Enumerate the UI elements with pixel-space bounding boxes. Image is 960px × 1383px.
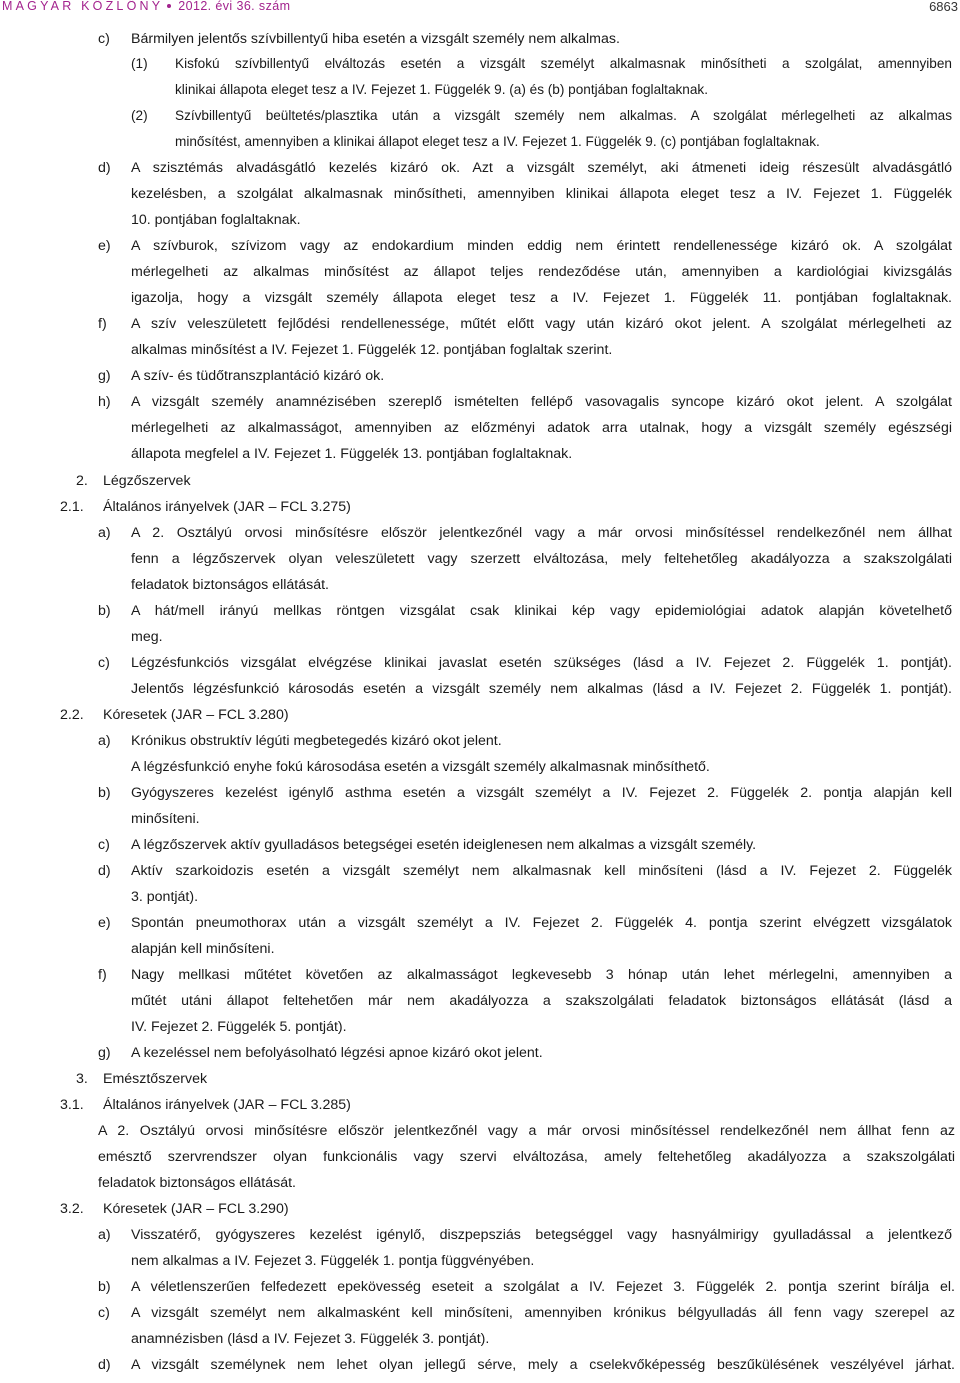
item-marker: 2.2. bbox=[60, 707, 84, 723]
page-header bbox=[0, 0, 960, 16]
text-line: Krónikus obstruktív légúti megbetegedés kizáró okot jelent. bbox=[131, 733, 502, 749]
text-line: minősíteni. bbox=[131, 811, 200, 827]
item-marker: 3.2. bbox=[60, 1201, 84, 1217]
journal-header bbox=[2, 0, 290, 13]
text-line: Általános irányelvek (JAR – FCL 3.285) bbox=[103, 1097, 351, 1113]
text-line: Emésztőszervek bbox=[103, 1071, 208, 1087]
text-line: A szisztémás alvadásgátló kezelés kizáró ok. Azt a vizsgált személyt, aki átmeneti ideig részesült alvadásgátló bbox=[131, 160, 952, 176]
text-line: klinikai állapota eleget tesz a IV. Fejezet 1. Függelék 9. (a) és (b) pontjában foglaltaknak. bbox=[175, 82, 708, 97]
text-line: Légzésfunkciós vizsgálat elvégzése klinikai javaslat esetén szükséges (lásd a IV. Fejezet 2. Függelék 1. pontját). bbox=[131, 655, 952, 671]
journal-name: MAGYAR KÖZLÖNY bbox=[2, 0, 164, 13]
page-number: 6863 bbox=[929, 0, 958, 14]
item-marker: c) bbox=[98, 655, 110, 671]
item-marker: b) bbox=[98, 1279, 111, 1295]
item-marker: c) bbox=[98, 837, 110, 853]
text-line: meg. bbox=[131, 629, 163, 645]
item-marker: 2.1. bbox=[60, 499, 84, 515]
text-line: Kisfokú szívbillentyű elváltozás esetén a vizsgált személyt alkalmasnak minősítheti a szolgálat, amennyiben bbox=[175, 56, 952, 71]
text-line: IV. Fejezet 2. Függelék 5. pontját). bbox=[131, 1019, 347, 1035]
item-marker: h) bbox=[98, 394, 111, 410]
text-line: A szív- és tüdőtranszplantáció kizáró ok. bbox=[131, 368, 385, 384]
item-marker: a) bbox=[98, 525, 111, 541]
text-line: műtét utáni állapot feltehetően már nem akadályozza a szakszolgálati feladatok biztonságos ellátását (lásd a bbox=[131, 993, 952, 1009]
text-line: Légzőszervek bbox=[103, 473, 191, 489]
item-marker: d) bbox=[98, 1357, 111, 1373]
text-line: Visszatérő, gyógyszeres kezelést igénylő, diszpepsziás betegséggel vagy hasnyálmirigy gyulladással a jelentkező bbox=[131, 1227, 952, 1243]
text-line: alkalmas minősítést a IV. Fejezet 1. Függelék 12. pontjában foglaltak szerint. bbox=[131, 342, 613, 358]
text-line: emésztő szervrendszer olyan funkcionális vagy szervi elváltozása, amely feltehetőleg akadályozza a szakszolgálati bbox=[98, 1149, 955, 1165]
text-line: anamnézisben (lásd a IV. Fejezet 3. Függelék 3. pontját). bbox=[131, 1331, 490, 1347]
item-marker: b) bbox=[98, 785, 111, 801]
item-marker: c) bbox=[98, 1305, 110, 1321]
text-line: A vizsgált személyt nem alkalmasként kell minősíteni, amennyiben krónikus bélgyulladás áll fenn vagy szerepel az bbox=[131, 1305, 955, 1321]
text-line: A légzőszervek aktív gyulladásos betegségei esetén ideiglenesen nem alkalmas a vizsgált személy. bbox=[131, 837, 757, 853]
text-line: A véletlenszerűen felfedezett epekövesség eseteit a szolgálat a IV. Fejezet 3. Függelék 2. pontja szerint bírálja el. bbox=[131, 1279, 955, 1295]
text-line: A kezeléssel nem befolyásolható légzési apnoe kizáró okot jelent. bbox=[131, 1045, 543, 1061]
text-line: feladatok biztonságos ellátását. bbox=[98, 1175, 296, 1191]
text-line: Kóresetek (JAR – FCL 3.290) bbox=[103, 1201, 289, 1217]
item-marker: 3. bbox=[76, 1071, 88, 1087]
item-marker: a) bbox=[98, 1227, 111, 1243]
text-line: Nagy mellkasi műtétet követően az alkalmasságot legkevesebb 3 hónap után lehet mérlegelni, amennyiben a bbox=[131, 967, 952, 983]
item-marker: g) bbox=[98, 1045, 111, 1061]
text-line: minősítést, amennyiben a klinikai állapot eleget tesz a IV. Fejezet 1. Függelék 9. (c) pontjában foglaltaknak. bbox=[175, 134, 820, 149]
item-marker: a) bbox=[98, 733, 111, 749]
item-marker: 2. bbox=[76, 473, 88, 489]
text-line: Általános irányelvek (JAR – FCL 3.275) bbox=[103, 499, 351, 515]
text-line: A szívburok, szívizom vagy az endokardium minden eddig nem érintett rendellenessége kizáró ok. A szolgálat bbox=[131, 238, 952, 254]
item-marker: (1) bbox=[131, 56, 148, 71]
item-marker: d) bbox=[98, 160, 111, 176]
text-line: Aktív szarkoidozis esetén a vizsgált személyt nem alkalmasnak kell minősíteni (lásd a IV. Fejezet 2. Függelék bbox=[131, 863, 952, 879]
item-marker: 3.1. bbox=[60, 1097, 84, 1113]
text-line: A vizsgált személy anamnézisében szereplő ismételten fellépő vasovagalis syncope kizáró okot jelent. A szolgálat bbox=[131, 394, 952, 410]
text-line: Bármilyen jelentős szívbillentyű hiba esetén a vizsgált személy nem alkalmas. bbox=[131, 31, 620, 47]
text-line: nem alkalmas a IV. Fejezet 3. Függelék 1. pontja függvényében. bbox=[131, 1253, 535, 1269]
item-marker: d) bbox=[98, 863, 111, 879]
text-line: A légzésfunkció enyhe fokú károsodása esetén a vizsgált személy alkalmasnak minősíthető. bbox=[131, 759, 710, 775]
item-marker: f) bbox=[98, 967, 107, 983]
text-line: Jelentős légzésfunkció károsodás esetén a vizsgált személy nem alkalmas (lásd a IV. Fejezet 2. Függelék 1. pontját). bbox=[131, 681, 952, 697]
item-marker: e) bbox=[98, 238, 111, 254]
item-marker: g) bbox=[98, 368, 111, 384]
text-line: A szív veleszületett fejlődési rendellenessége, műtét előtt vagy után kizáró okot jelent. A szolgálat mérlegelheti az bbox=[131, 316, 952, 332]
item-marker: c) bbox=[98, 31, 110, 47]
issue-label: 2012. évi 36. szám bbox=[178, 0, 291, 13]
text-line: igazolja, hogy a vizsgált személy állapota eleget tesz a IV. Fejezet 1. Függelék 11. pontjában foglaltaknak. bbox=[131, 290, 952, 306]
text-line: fenn a légzőszervek olyan veleszületett vagy szerzett elváltozása, mely feltehetőleg akadályozza a szakszolgálati bbox=[131, 551, 952, 567]
item-marker: f) bbox=[98, 316, 107, 332]
text-line: A 2. Osztályú orvosi minősítésre először jelentkezőnél vagy a már orvosi minősítéssel rendelkezőnél nem állhat bbox=[131, 525, 952, 541]
text-line: A 2. Osztályú orvosi minősítésre először jelentkezőnél vagy a már orvosi minősítéssel rendelkezőnél nem állhat fenn az bbox=[98, 1123, 955, 1139]
text-line: mérlegelheti az alkalmasságot, amennyiben az előzményi adatok arra utalnak, hogy a vizsgált személy egészségi bbox=[131, 420, 952, 436]
text-line: A vizsgált személynek nem lehet olyan jellegű sérve, mely a cselekvőképesség beszűkülésének veszélyével járhat. bbox=[131, 1357, 955, 1373]
text-line: feladatok biztonságos ellátását. bbox=[131, 577, 329, 593]
text-line: 3. pontját). bbox=[131, 889, 199, 905]
item-marker: b) bbox=[98, 603, 111, 619]
text-line: Szívbillentyű beültetés/plasztika után a vizsgált személy nem alkalmas. A szolgálat mérlegelheti az alkalmas bbox=[175, 108, 952, 123]
text-line: A hát/mell irányú mellkas röntgen vizsgálat csak klinikai kép vagy epidemiológiai adatok alapján követelhető bbox=[131, 603, 952, 619]
text-line: 10. pontjában foglaltaknak. bbox=[131, 212, 301, 228]
bullet-separator bbox=[167, 4, 171, 8]
text-line: Spontán pneumothorax után a vizsgált személyt a IV. Fejezet 2. Függelék 4. pontja szerint elvégzett vizsgálatok bbox=[131, 915, 952, 931]
text-line: Gyógyszeres kezelést igénylő asthma esetén a vizsgált személyt a IV. Fejezet 2. Függelék 2. pontja alapján kell bbox=[131, 785, 952, 801]
item-marker: (2) bbox=[131, 108, 148, 123]
item-marker: e) bbox=[98, 915, 111, 931]
text-line: kezelésben, a szolgálat alkalmasnak minősítheti, amennyiben klinikai állapota eleget tesz a IV. Fejezet 1. Függelék bbox=[131, 186, 952, 202]
text-line: állapota megfelel a IV. Fejezet 1. Függelék 13. pontjában foglaltaknak. bbox=[131, 446, 573, 462]
text-line: Kóresetek (JAR – FCL 3.280) bbox=[103, 707, 289, 723]
text-line: alapján kell minősíteni. bbox=[131, 941, 275, 957]
text-line: mérlegelheti az alkalmas minősítést az állapot teljes rendeződése után, amennyiben a kardiológiai kivizsgálás bbox=[131, 264, 952, 280]
